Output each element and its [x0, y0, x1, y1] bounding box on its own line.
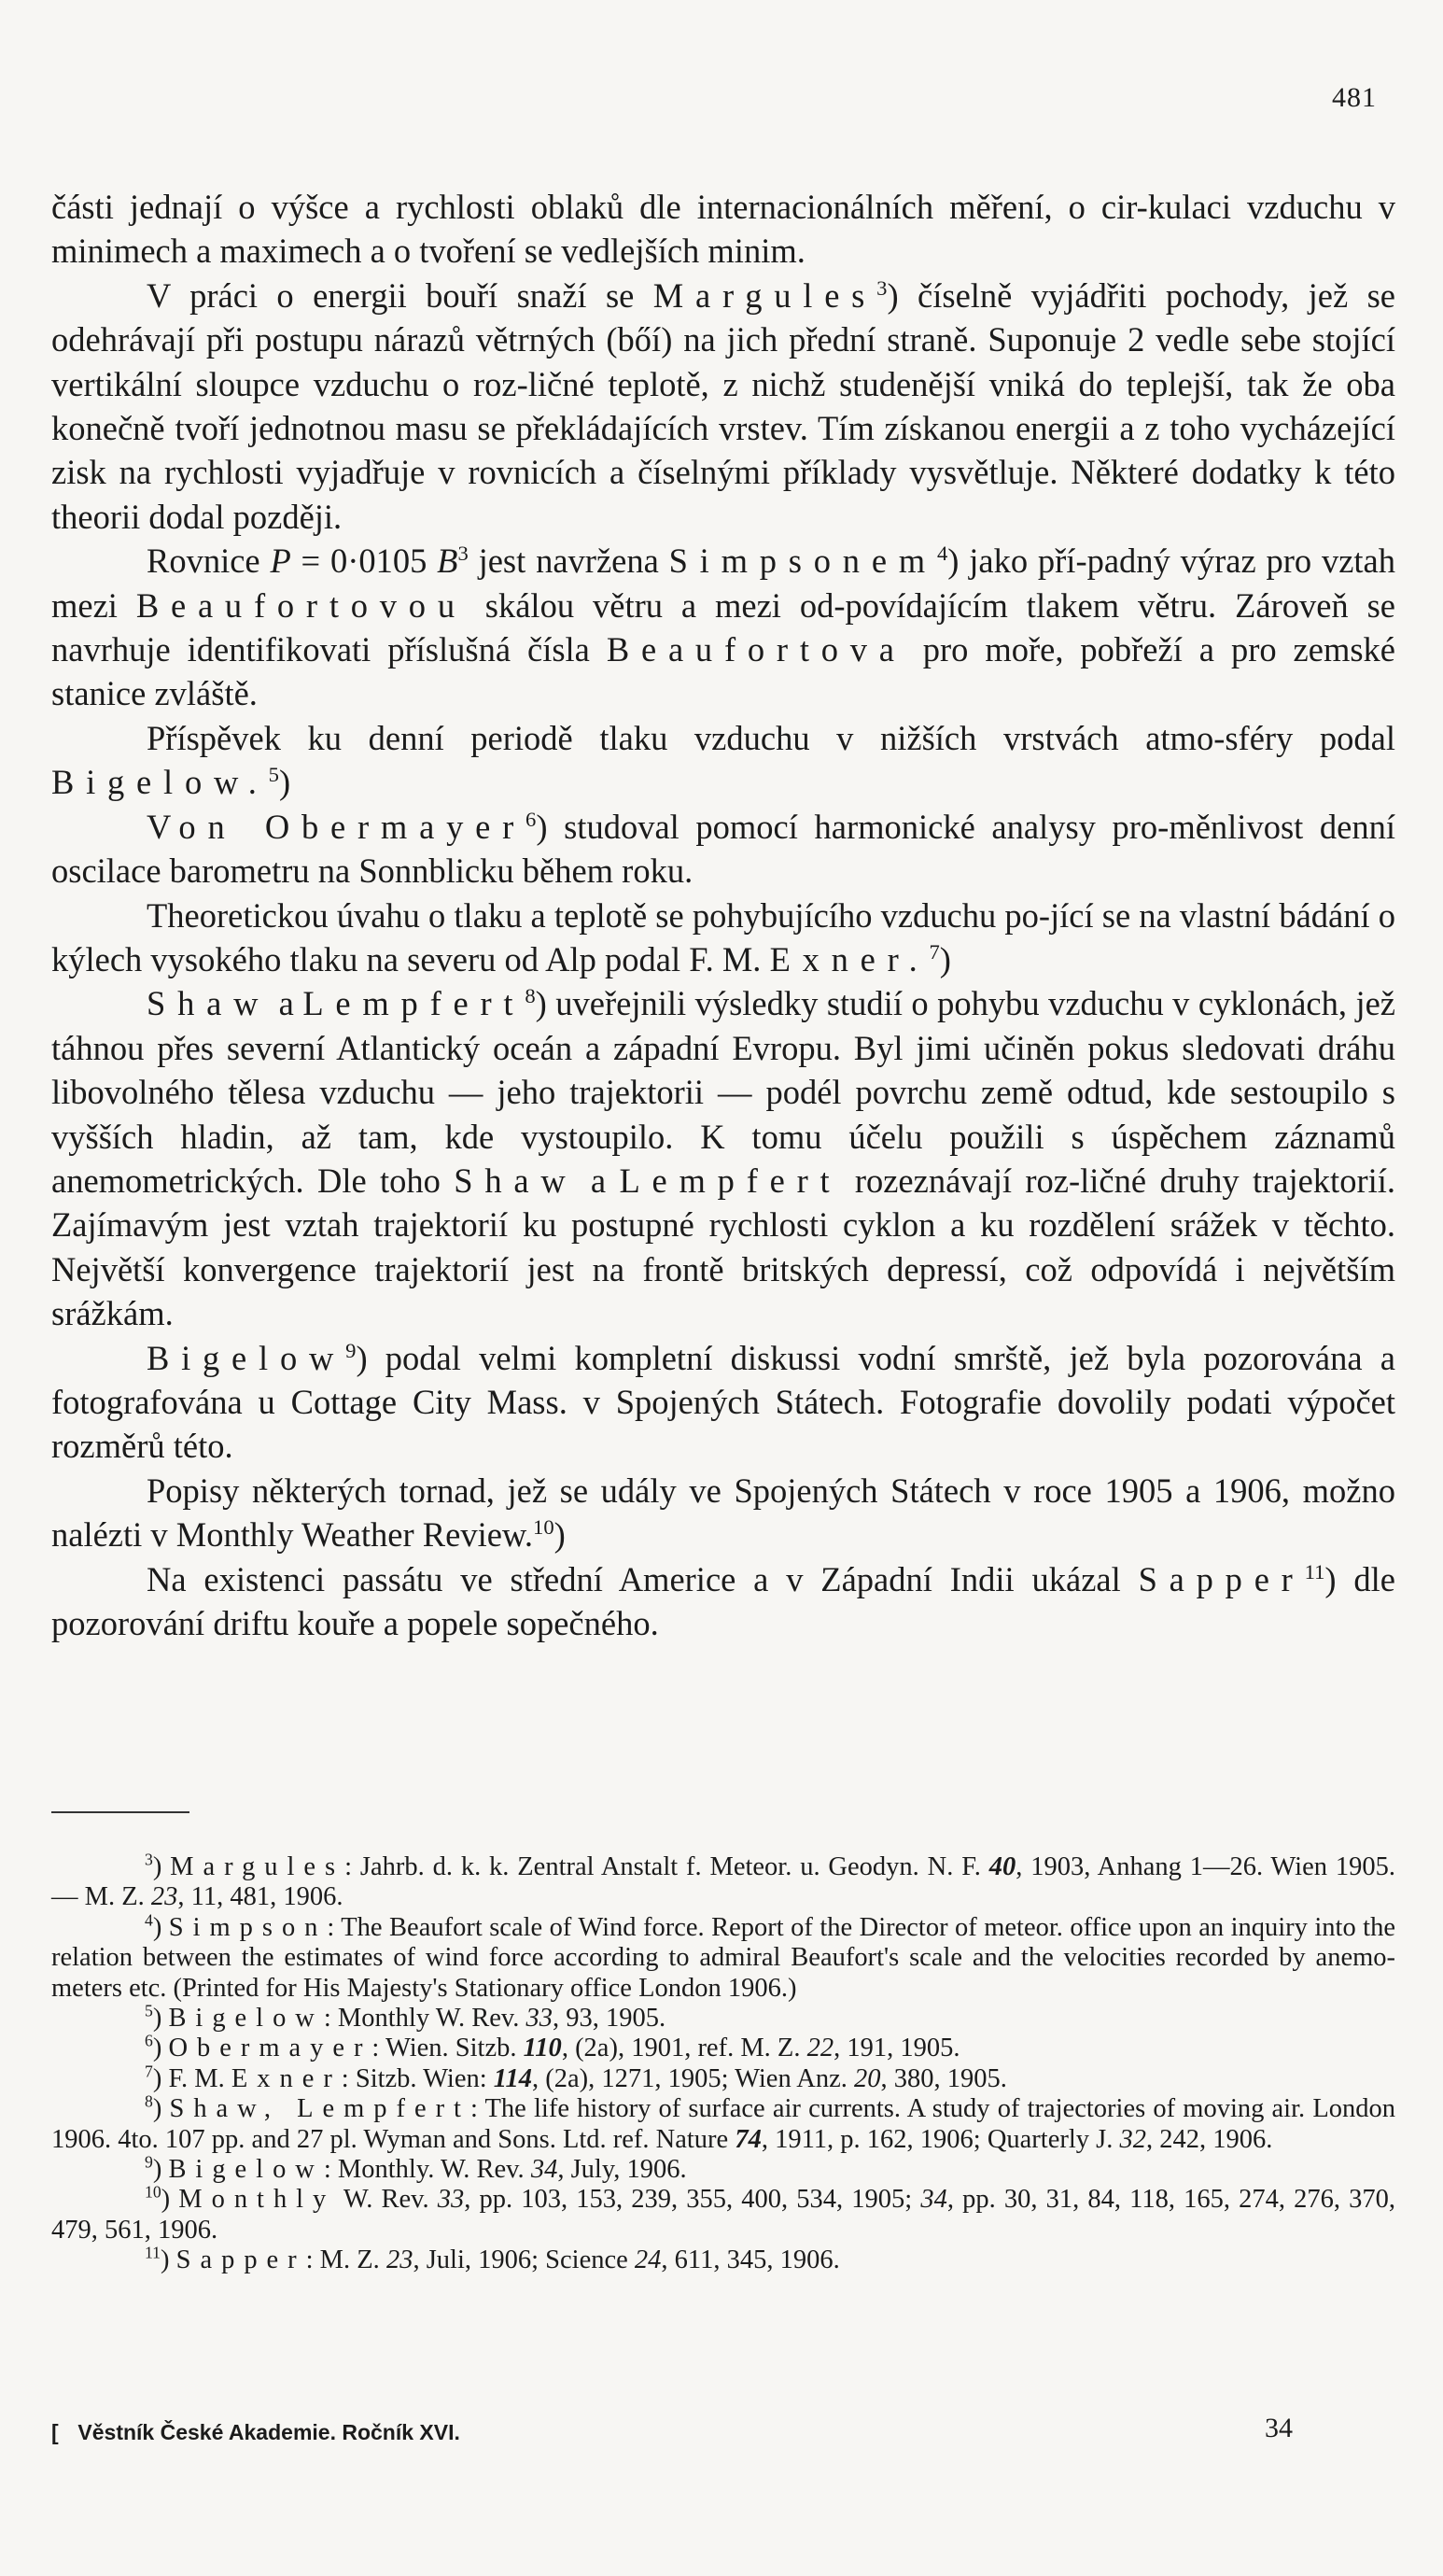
text-run: 40: [988, 1852, 1016, 1881]
author-name: Exner.: [769, 939, 930, 978]
text-run: , 1903, Anhang 1—26. Wien 1905. — M. Z.: [51, 1852, 1395, 1912]
text-run: ): [278, 763, 291, 802]
text-run: : Jahrb. d. k. k. Zentral Anstalt f. Meteor. u. Geodyn. N. F.: [344, 1852, 989, 1881]
author-name: Simpson: [168, 1912, 328, 1942]
text-run: 34: [530, 2155, 558, 2185]
text-run: rozeznávají roz-ličné druhy trajektorií. Zajímavým jest vztah trajektorií ku postupné rychlosti cyklon a ku rozdělení srážek v těchto. Největší konvergence trajektorií jest na frontě britských depressí, což odpovídá i největším srážkám.: [51, 1161, 1396, 1333]
author-name: Monthly: [178, 2185, 336, 2215]
text-run: , 380, 1905.: [880, 2063, 1007, 2093]
footnote-divider: [51, 1811, 189, 1813]
footnote-ref: 5: [145, 2001, 153, 2020]
text-run: 33: [437, 2185, 465, 2215]
text-run: , pp. 103, 153, 239, 355, 400, 534, 1905;: [464, 2185, 921, 2215]
author-name: Von Obermayer: [147, 807, 526, 846]
author-name: Bigelow: [168, 2155, 324, 2185]
text-run: 23: [385, 2245, 413, 2275]
footnote-ref: 8: [525, 984, 536, 1008]
text-run: a: [270, 984, 303, 1023]
footnote: [51, 1852, 1395, 1913]
page: [51, 0, 1395, 2576]
signature-bracket: [: [51, 2420, 59, 2444]
author-name: Shaw: [147, 984, 271, 1023]
footnote-ref: 3: [457, 542, 469, 566]
footnote: [51, 1910, 1396, 2004]
text-run: ): [152, 1852, 171, 1881]
text-run: pro moře, pobřeží a pro zemské stanice zvláště.: [51, 630, 1396, 713]
text-run: Na existenci passátu ve střední Americe a v Západní Indii ukázal: [147, 1559, 1139, 1598]
author-name: Shaw, Lempfert: [169, 2094, 470, 2124]
text-run: ): [161, 2185, 179, 2215]
footnote-ref: 6: [525, 807, 537, 831]
text-run: : The Beaufort scale of Wind force. Report of the Director of meteor. office upon an inquiry into the relation between the estimates of wind force according to admiral Beaufort's scale and the velocities recorded by anemo-meters etc. (Printed for His Majesty's Stationary office London 1906.): [51, 1912, 1396, 2003]
author-name: Lempfert: [619, 1161, 842, 1200]
sheet-number: 34: [1265, 2413, 1293, 2443]
author-name: Sapper: [175, 2245, 306, 2275]
paragraph: [51, 185, 1395, 274]
text-run: 24: [634, 2245, 662, 2275]
text-run: : Monthly W. Rev.: [323, 2004, 526, 2034]
text-run: , 1911, p. 162, 1906; Quarterly J.: [761, 2124, 1120, 2154]
footnote-ref: 5: [268, 763, 279, 787]
text-run: V práci o energii bouří snaží se: [147, 275, 653, 315]
text-run: ): [939, 939, 951, 978]
text-run: , Juli, 1906; Science: [413, 2245, 635, 2275]
text-run: ) F. M.: [152, 2063, 231, 2093]
footnote: [51, 2091, 1395, 2155]
text-run: , July, 1906.: [557, 2155, 687, 2185]
text-run: ): [553, 1515, 566, 1555]
main-text: [51, 185, 1395, 1645]
footnote: [51, 2245, 1395, 2275]
text-run: Popisy některých tornad, jež se udály ve Spojených Státech v roce 1905 a 1906, možno nalézti v Monthly Weather Review.: [51, 1471, 1395, 1555]
author-name: Lempfert: [302, 984, 525, 1023]
text-run: ): [152, 2004, 169, 2034]
footnote-ref: 7: [145, 2062, 153, 2081]
text-run: , 191, 1905.: [834, 2034, 960, 2063]
footnote-ref: 6: [145, 2031, 153, 2050]
footnote: [51, 2001, 1395, 2034]
paragraph: [51, 981, 1395, 1335]
text-run: jest navržena: [468, 542, 669, 581]
text-run: 32: [1119, 2124, 1146, 2154]
text-run: 110: [523, 2034, 562, 2063]
author-name: Obermayer: [168, 2034, 372, 2063]
author-name: Bigelow: [147, 1338, 346, 1377]
page-footer: [51, 2413, 1395, 2457]
text-run: , 242, 1906.: [1145, 2124, 1273, 2154]
text-run: : M. Z.: [305, 2245, 386, 2275]
author-name: Sapper: [1138, 1559, 1305, 1598]
paragraph: [51, 1336, 1395, 1469]
text-run: P: [270, 542, 291, 581]
author-name: Bigelow.: [51, 763, 269, 802]
author-name: Shaw: [454, 1161, 578, 1200]
text-run: B: [437, 542, 458, 581]
footnote: [51, 2064, 1395, 2094]
text-run: ): [152, 2094, 170, 2124]
journal-signature: [51, 2420, 460, 2445]
text-run: ) dle pozorování driftu kouře a popele sopečného.: [51, 1559, 1395, 1642]
text-run: Příspěvek ku denní periodě tlaku vzduchu v nižších vrstvách atmo-sféry podal: [147, 718, 1395, 757]
text-run: = 0·0105: [290, 542, 438, 581]
text-run: : Wien. Sitzb.: [371, 2034, 524, 2063]
paragraph: [51, 1469, 1395, 1557]
paragraph: [51, 1557, 1395, 1646]
author-name: Beaufortovou: [135, 585, 467, 625]
footnote: [51, 2031, 1395, 2063]
text-run: skálou větru a mezi od-povídajícím tlakem větru. Zároveň se navrhuje identifikovati příslušná čísla: [51, 585, 1395, 669]
text-run: , (2a), 1901, ref. M. Z.: [561, 2034, 807, 2063]
footnote-ref: 4: [936, 542, 948, 566]
page-number: 481: [1332, 82, 1377, 113]
text-run: ) číselně vyjádřiti pochody, jež se odehrávají při postupu nárazů větrných (bőí) na jich přední straně. Suponuje 2 vedle sebe stojící vertikální sloupce vzduchu o roz-ličné teplotě, z nichž studenější vniká do teplejší, tak že oba konečně tvoří jednotnou masu se překládajících vrstev. Tím získanou energii a z toho vycházející zisk na rychlosti vyjadřuje v rovnicích a číselnými příklady vysvětluje. Některé dodatky k této theorii dodal později.: [51, 275, 1395, 536]
text-run: ) jako pří-padný výraz pro vztah mezi: [51, 542, 1395, 625]
footnote-ref: 4: [145, 1910, 153, 1930]
text-run: : Monthly. W. Rev.: [323, 2155, 531, 2185]
text-run: : The life history of surface air currents. A study of trajectories of moving air. London 1906. 4to. 107 pp. and 27 pl. Wyman and Sons. Ltd. ref. Nature: [51, 2094, 1395, 2154]
text-run: , (2a), 1271, 1905; Wien Anz.: [531, 2063, 854, 2093]
journal-title: Věstník České Akademie. Ročník XVI.: [77, 2420, 460, 2444]
footnote-ref: 11: [1304, 1559, 1325, 1584]
text-run: 20: [854, 2063, 881, 2093]
text-run: 74: [735, 2124, 762, 2154]
text-run: 34: [920, 2185, 947, 2215]
text-run: ) studoval pomocí harmonické analysy pro-měnlivost denní oscilace barometru na Sonnblicku během roku.: [51, 807, 1396, 891]
footnotes: [51, 1852, 1395, 2276]
author-name: Bigelow: [168, 2004, 324, 2034]
footnote-ref: 7: [929, 939, 940, 964]
footnote-ref: 3: [145, 1850, 153, 1869]
text-run: 23: [150, 1882, 178, 1912]
text-run: Theoretickou úvahu o tlaku a teplotě se pohybujícího vzduchu po-jící se na vlastní bádání o kýlech vysokého tlaku na severu od Alp podal F. M.: [51, 895, 1395, 978]
footnote: [51, 2182, 1395, 2245]
text-run: : Sitzb. Wien:: [341, 2063, 494, 2093]
paragraph: [51, 716, 1395, 805]
text-run: Rovnice: [147, 542, 271, 581]
text-run: ): [152, 1912, 169, 1942]
author-name: Exner: [231, 2063, 342, 2093]
footnote-ref: 9: [345, 1338, 357, 1362]
footnote: [51, 2152, 1395, 2185]
author-name: Margules: [170, 1852, 345, 1881]
text-run: 22: [806, 2034, 834, 2063]
text-run: , pp. 30, 31, 84, 118, 165, 274, 276, 370, 479, 561, 1906.: [51, 2185, 1395, 2245]
paragraph: [51, 805, 1395, 894]
text-run: 33: [525, 2004, 553, 2034]
text-run: W. Rev.: [335, 2185, 438, 2215]
footnote-ref: 9: [145, 2152, 153, 2172]
author-name: Beaufortova: [606, 630, 906, 669]
text-run: ) uveřejnili výsledky studií o pohybu vzduchu v cyklonách, jež táhnou přes severní Atlantický oceán a západní Evropu. Byl jimi učiněn pokus sledovati dráhu libovolného tělesa vzduchu — jeho trajektorii — podél povrchu země odtud, kde sestoupilo s vyšších hladin, až tam, kde vystoupilo. K tomu účelu použili s úspěchem záznamů anemometrických. Dle toho: [51, 984, 1396, 1200]
paragraph: [51, 894, 1395, 982]
author-name: Margules: [652, 275, 877, 315]
text-run: , 93, 1905.: [553, 2004, 666, 2034]
text-run: , 611, 345, 1906.: [661, 2245, 840, 2275]
text-run: ): [152, 2155, 169, 2185]
text-run: ) podal velmi kompletní diskussi vodní smrště, jež byla pozorována a fotografována u Cottage City Mass. v Spojených Státech. Fotografie dovolily podati výpočet rozměrů této.: [51, 1338, 1395, 1466]
text-run: a: [577, 1161, 620, 1200]
footnote-ref: 8: [145, 2091, 153, 2111]
paragraph: [51, 274, 1395, 539]
footnote-ref: 10: [533, 1515, 554, 1540]
author-name: Simpsonem: [668, 542, 937, 581]
paragraph: [51, 539, 1395, 716]
text-run: 114: [493, 2063, 532, 2093]
text-run: ): [152, 2034, 169, 2063]
text-run: části jednají o výšce a rychlosti oblaků dle internacionálních měření, o cir-kulaci vzduchu v minimech a maximech a o tvoření se vedlejších minim.: [51, 188, 1395, 271]
text-run: ): [161, 2245, 176, 2275]
footnote-ref: 10: [145, 2182, 161, 2202]
footnote-ref: 11: [145, 2243, 161, 2262]
text-run: , 11, 481, 1906.: [177, 1882, 343, 1912]
footnote-ref: 3: [876, 275, 888, 300]
